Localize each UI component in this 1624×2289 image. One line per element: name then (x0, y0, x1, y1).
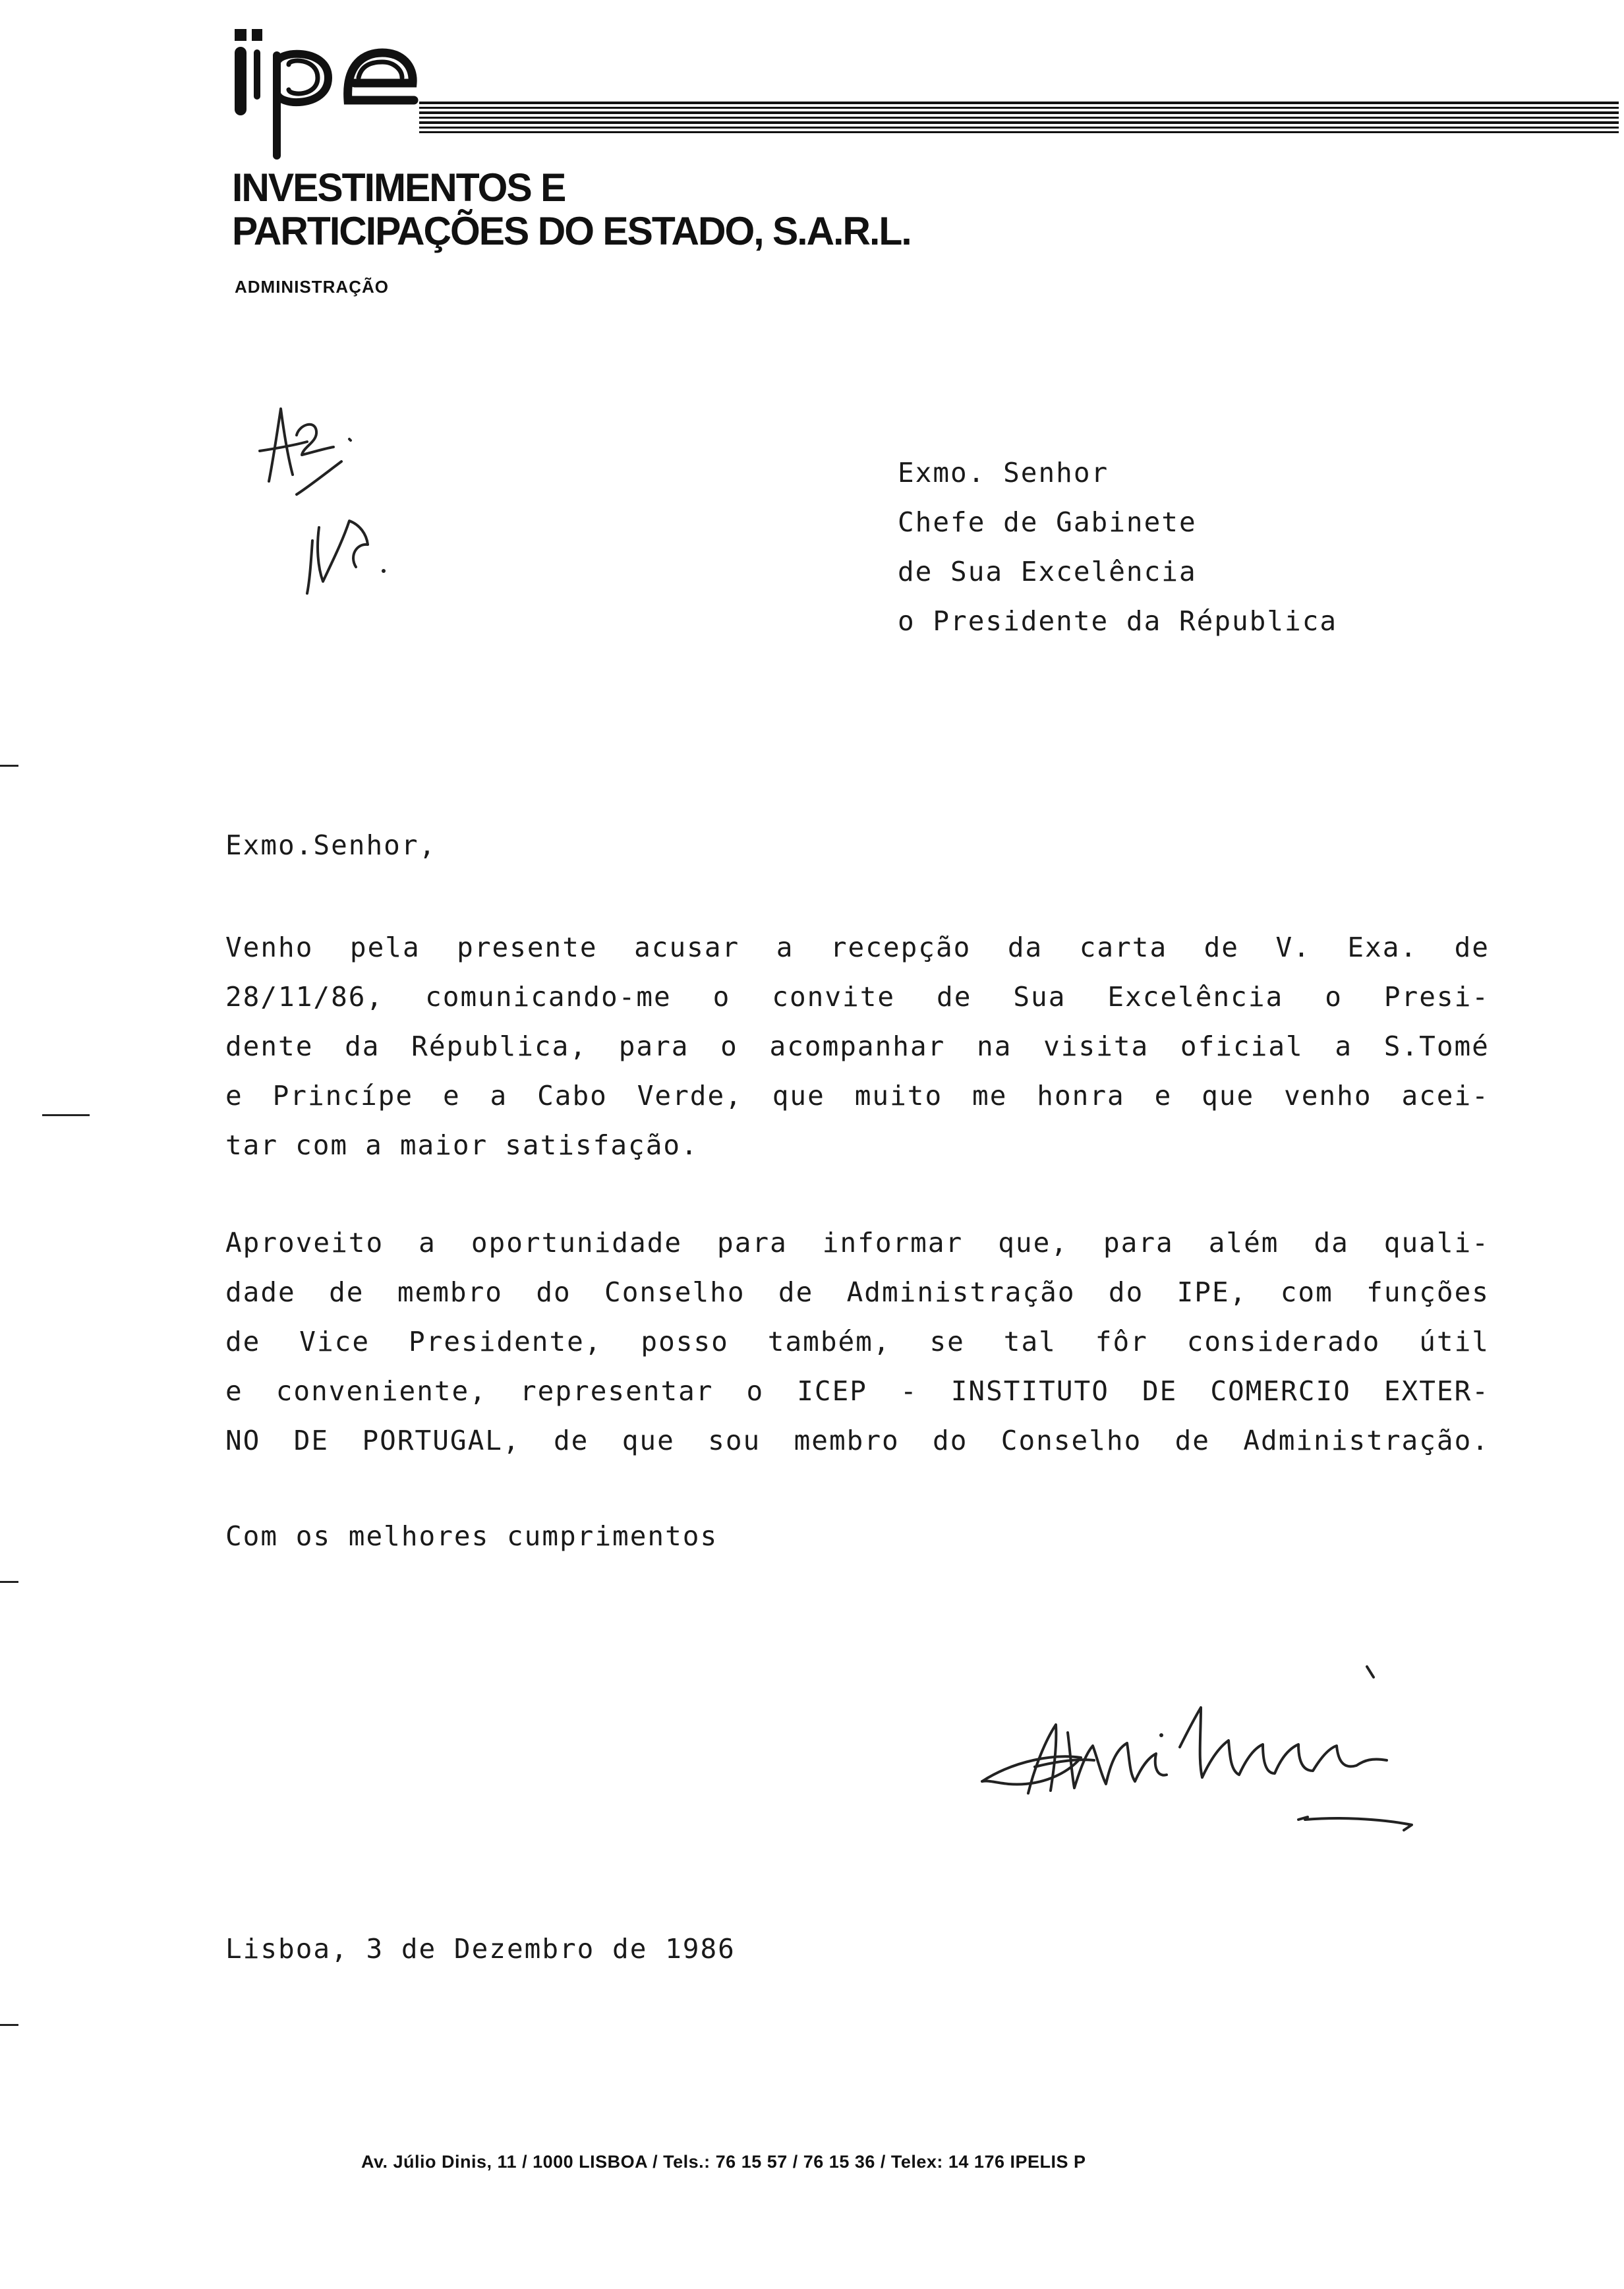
word: com (295, 1129, 349, 1161)
handwritten-initials (244, 396, 455, 639)
word: INSTITUTO (950, 1375, 1109, 1407)
paragraph-2-line (225, 1317, 1490, 1367)
company-name-line-2: PARTICIPAÇÕES DO ESTADO, S.A.R.L. (232, 209, 911, 253)
word: da (345, 1030, 380, 1062)
word: COMERCIO (1210, 1375, 1351, 1407)
word: o (712, 981, 731, 1013)
word: de (329, 1276, 364, 1308)
word: oportunidade (471, 1227, 683, 1259)
word: Venho (225, 932, 314, 963)
word: a (1335, 1030, 1353, 1062)
word: para (717, 1227, 788, 1259)
word: Presidente, (408, 1326, 602, 1357)
closing-line: Com os melhores cumprimentos (225, 1520, 718, 1552)
handwritten-signature (969, 1661, 1443, 1859)
word: e (225, 1080, 243, 1112)
word: tar (225, 1129, 279, 1161)
word: conveniente, (276, 1375, 487, 1407)
word: V. (1275, 932, 1311, 963)
paragraph-2-line (225, 1416, 1490, 1466)
word: de (778, 1276, 814, 1308)
word: útil (1419, 1326, 1490, 1357)
addressee-line-4: o Presidente da Républica (898, 605, 1338, 637)
word: honra (1037, 1080, 1125, 1112)
word: de (554, 1425, 589, 1456)
company-name-line-1: INVESTIMENTOS E (232, 165, 566, 210)
department-label: ADMINISTRAÇÃO (235, 277, 389, 297)
word: de (225, 1326, 261, 1357)
word: visita (1043, 1030, 1149, 1062)
paragraph-1-line (225, 1022, 1490, 1071)
word: funções (1366, 1276, 1490, 1308)
paragraph-1-line (225, 1121, 1490, 1170)
word: EXTER- (1383, 1375, 1490, 1407)
word: a (419, 1227, 436, 1259)
word: na (977, 1030, 1012, 1062)
word: oficial (1180, 1030, 1304, 1062)
margin-mark (42, 1114, 90, 1116)
word: Administração. (1243, 1425, 1490, 1456)
word: - (900, 1375, 918, 1407)
word: acei- (1401, 1080, 1490, 1112)
word: dade (225, 1276, 296, 1308)
paragraph-1-line (225, 923, 1490, 972)
word: o (720, 1030, 738, 1062)
word: de (1204, 932, 1239, 963)
word: acusar (634, 932, 740, 963)
word: quali- (1383, 1227, 1490, 1259)
word: dente (225, 1030, 314, 1062)
word: Princípe (272, 1080, 414, 1112)
word: para (1103, 1227, 1174, 1259)
word: e (225, 1375, 243, 1407)
paragraph-2-line (225, 1268, 1490, 1317)
ipe-logo (229, 24, 427, 162)
word: sou (708, 1425, 761, 1456)
margin-mark (0, 2024, 18, 2026)
word: NO (225, 1425, 261, 1456)
word: do (933, 1425, 968, 1456)
word: IPE, (1176, 1276, 1248, 1308)
word: S.Tomé (1383, 1030, 1490, 1062)
margin-mark (0, 765, 18, 767)
word: Verde, (637, 1080, 743, 1112)
word: acompanhar (769, 1030, 946, 1062)
addressee-block (898, 448, 1337, 646)
word: membro (794, 1425, 900, 1456)
word: PORTUGAL, (362, 1425, 521, 1456)
word: de (937, 981, 972, 1013)
word: presente (457, 932, 598, 963)
footer-address: Av. Júlio Dinis, 11 / 1000 LISBOA / Tels.: 76 15 57 / 76 15 36 / Telex: 14 176 IPELIS P (361, 2152, 1086, 2172)
word: de (1174, 1425, 1210, 1456)
word: Exa. (1347, 932, 1418, 963)
word: Excelência (1107, 981, 1284, 1013)
word: além (1208, 1227, 1279, 1259)
word: fôr (1095, 1326, 1148, 1357)
word: Sua (1013, 981, 1066, 1013)
company-name (232, 166, 1136, 253)
word: pela (349, 932, 420, 963)
word: convite (772, 981, 896, 1013)
place-and-date: Lisboa, 3 de Dezembro de 1986 (225, 1933, 736, 1965)
word: de (1454, 932, 1490, 963)
word: e (442, 1080, 461, 1112)
word: que (1202, 1080, 1255, 1112)
word: também, (767, 1326, 891, 1357)
word: recepção (830, 932, 972, 963)
paragraph-1-line (225, 1071, 1490, 1121)
word: o (1325, 981, 1343, 1013)
salutation: Exmo.Senhor, (225, 829, 437, 861)
word: comunicando-me (425, 981, 672, 1013)
word: a (490, 1080, 508, 1112)
word: informar (822, 1227, 964, 1259)
word: e (1154, 1080, 1173, 1112)
word: Vice (299, 1326, 370, 1357)
word: membro (397, 1276, 503, 1308)
word: do (1108, 1276, 1144, 1308)
word: ICEP (797, 1375, 867, 1407)
word: muito (854, 1080, 943, 1112)
word: 28/11/86, (225, 981, 384, 1013)
word: Républica, (411, 1030, 588, 1062)
word: representar (519, 1375, 714, 1407)
margin-mark (0, 1581, 18, 1583)
word: para (618, 1030, 689, 1062)
word: maior (399, 1129, 488, 1161)
word: satisfação. (505, 1129, 699, 1161)
word: a (776, 932, 794, 963)
addressee-line-3: de Sua Excelência (898, 556, 1197, 587)
word: Conselho (1000, 1425, 1142, 1456)
word: se (929, 1326, 965, 1357)
word: DE (293, 1425, 330, 1456)
word: carta (1079, 932, 1168, 963)
word: me (972, 1080, 1008, 1112)
addressee-line-2: Chefe de Gabinete (898, 506, 1197, 538)
word: venho (1284, 1080, 1372, 1112)
word: Conselho (604, 1276, 745, 1308)
body-paragraph-1 (225, 923, 1490, 1170)
word: Cabo (537, 1080, 608, 1112)
word: do (536, 1276, 571, 1308)
body-paragraph-2 (225, 1218, 1490, 1466)
word: Aproveito (225, 1227, 384, 1259)
paragraph-2-line (225, 1218, 1490, 1268)
word: da (1314, 1227, 1349, 1259)
word: que (772, 1080, 825, 1112)
paragraph-2-line (225, 1367, 1490, 1416)
word: Administração (846, 1276, 1076, 1308)
word: posso (641, 1326, 729, 1357)
word: a (365, 1129, 383, 1161)
word: o (746, 1375, 765, 1407)
word: com (1280, 1276, 1333, 1308)
word: considerado (1186, 1326, 1381, 1357)
word: DE (1142, 1375, 1178, 1407)
word: que (622, 1425, 675, 1456)
word: que, (998, 1227, 1068, 1259)
word: da (1007, 932, 1043, 963)
word: tal (1003, 1326, 1057, 1357)
letterhead-rule (419, 99, 1619, 136)
word: Presi- (1383, 981, 1490, 1013)
paragraph-1-line (225, 972, 1490, 1022)
addressee-line-1: Exmo. Senhor (898, 457, 1109, 489)
